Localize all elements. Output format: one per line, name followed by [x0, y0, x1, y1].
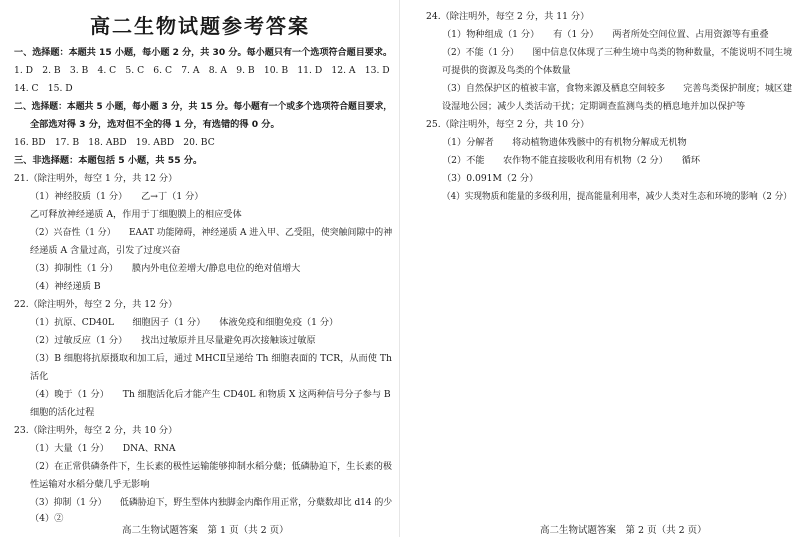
answer-line: （1）物种组成（1 分） 有（1 分） 两者所处空间位置、占用资源等有重叠	[442, 29, 769, 40]
answer-line: 性运输对水稻分蘖几乎无影响	[30, 479, 150, 490]
answer-line: 活化	[30, 371, 49, 382]
answer-line: （1）分解者 将动植物遗体残骸中的有机物分解成无机物	[442, 137, 687, 148]
answer-line: （1）抗原、CD40L 细胞因子（1 分） 体液免疫和细胞免疫（1 分）	[30, 317, 339, 328]
answer-line: （3）自然保护区的植被丰富，食物来源及栖息空间较多 完善鸟类保护制度；城区建	[442, 83, 792, 94]
question-21-heading: 21.（除注明外，每空 1 分，共 12 分）	[14, 173, 178, 184]
answer-line: （2）不能 农作物不能直接吸收利用有机物（2 分） 循环	[442, 155, 701, 166]
answer-line: （1）神经胶质（1 分） 乙→丁（1 分）	[30, 191, 204, 202]
answer-line: （3）0.091M（2 分）	[442, 173, 539, 184]
page-footer: 高二生物试题答案 第 1 页（共 2 页）	[122, 525, 289, 536]
question-25-heading: 25.（除注明外，每空 2 分，共 10 分）	[426, 119, 590, 130]
answer-line: （4）神经递质 B	[30, 281, 101, 292]
answer-line: （4）实现物质和能量的多级利用，提高能量利用率，减少人类对生态和环境的影响（2 分）	[442, 191, 792, 202]
answer-line: 经递质 A 含量过高，引发了过度兴奋	[30, 245, 181, 256]
question-22-heading: 22.（除注明外，每空 2 分，共 12 分）	[14, 299, 178, 310]
answer-page-2	[400, 0, 800, 537]
answer-line: 可提供的资源及鸟类的个体数量	[442, 65, 571, 76]
section-one-heading: 一、选择题：本题共 15 小题，每小题 2 分，共 30 分。每小题只有一个选项符合题目要求。	[14, 47, 393, 58]
answer-line: 细胞的活化过程	[30, 407, 95, 418]
answer-line: 设湿地公园；减少人类活动干扰；定期调查监测鸟类的栖息地并加以保护等	[442, 101, 746, 112]
answer-line: （1）大量（1 分） DNA、RNA	[30, 443, 176, 454]
answer-line: （4）晚于（1 分） Th 细胞活化后才能产生 CD40L 和物质 X 这两种信号分子参与 B	[30, 389, 391, 400]
answer-line: （2）在正常供磷条件下，生长素的极性运输能够抑制水稻分蘖；低磷胁迫下，生长素的极	[30, 461, 392, 472]
page-title: 高二生物试题参考答案	[90, 14, 310, 38]
page-footer: 高二生物试题答案 第 2 页（共 2 页）	[540, 525, 707, 536]
answer-line: （4）②	[30, 513, 64, 524]
answer-line: 乙可释放神经递质 A，作用于丁细胞膜上的相应受体	[30, 209, 242, 220]
question-24-heading: 24.（除注明外，每空 2 分，共 11 分）	[426, 11, 590, 22]
answer-line: （2）过敏反应（1 分） 找出过敏原并且尽量避免再次接触该过敏原	[30, 335, 316, 346]
answer-line: 14. C 15. D	[14, 83, 73, 94]
answer-line: 16. BD 17. B 18. ABD 19. ABD 20. BC	[14, 137, 215, 148]
section-two-heading-cont: 全部选对得 3 分，选对但不全的得 1 分，有选错的得 0 分。	[30, 119, 280, 130]
question-23-heading: 23.（除注明外，每空 2 分，共 10 分）	[14, 425, 178, 436]
answer-line: （3）抑制（1 分） 低磷胁迫下，野生型体内独脚金内酯作用正常，分蘖数却比 d14 的少	[30, 497, 393, 508]
answer-line: （2）不能（1 分） 图中信息仅体现了三种生境中鸟类的物种数量，不能说明不同生境	[442, 47, 793, 58]
answer-line: （3）B 细胞将抗原摄取和加工后，通过 MHCⅡ呈递给 Th 细胞表面的 TCR，从而使 Th	[30, 353, 392, 364]
answer-line: （3）抑制性（1 分） 膜内外电位差增大/静息电位的绝对值增大	[30, 263, 301, 274]
answer-line: （2）兴奋性（1 分） EAAT 功能障碍，神经递质 A 进入甲、乙受阻，使突触间隙中的神	[30, 227, 393, 238]
section-two-heading: 二、选择题：本题共 5 小题，每小题 3 分，共 15 分。每小题有一个或多个选项符合题目要求，	[14, 101, 393, 112]
section-three-heading: 三、非选择题：本题包括 5 小题，共 55 分。	[14, 155, 203, 166]
answer-line: 1. D 2. B 3. B 4. C 5. C 6. C 7. A 8. A 9. B 10. B 11. D 12. A 13. D	[14, 65, 390, 76]
